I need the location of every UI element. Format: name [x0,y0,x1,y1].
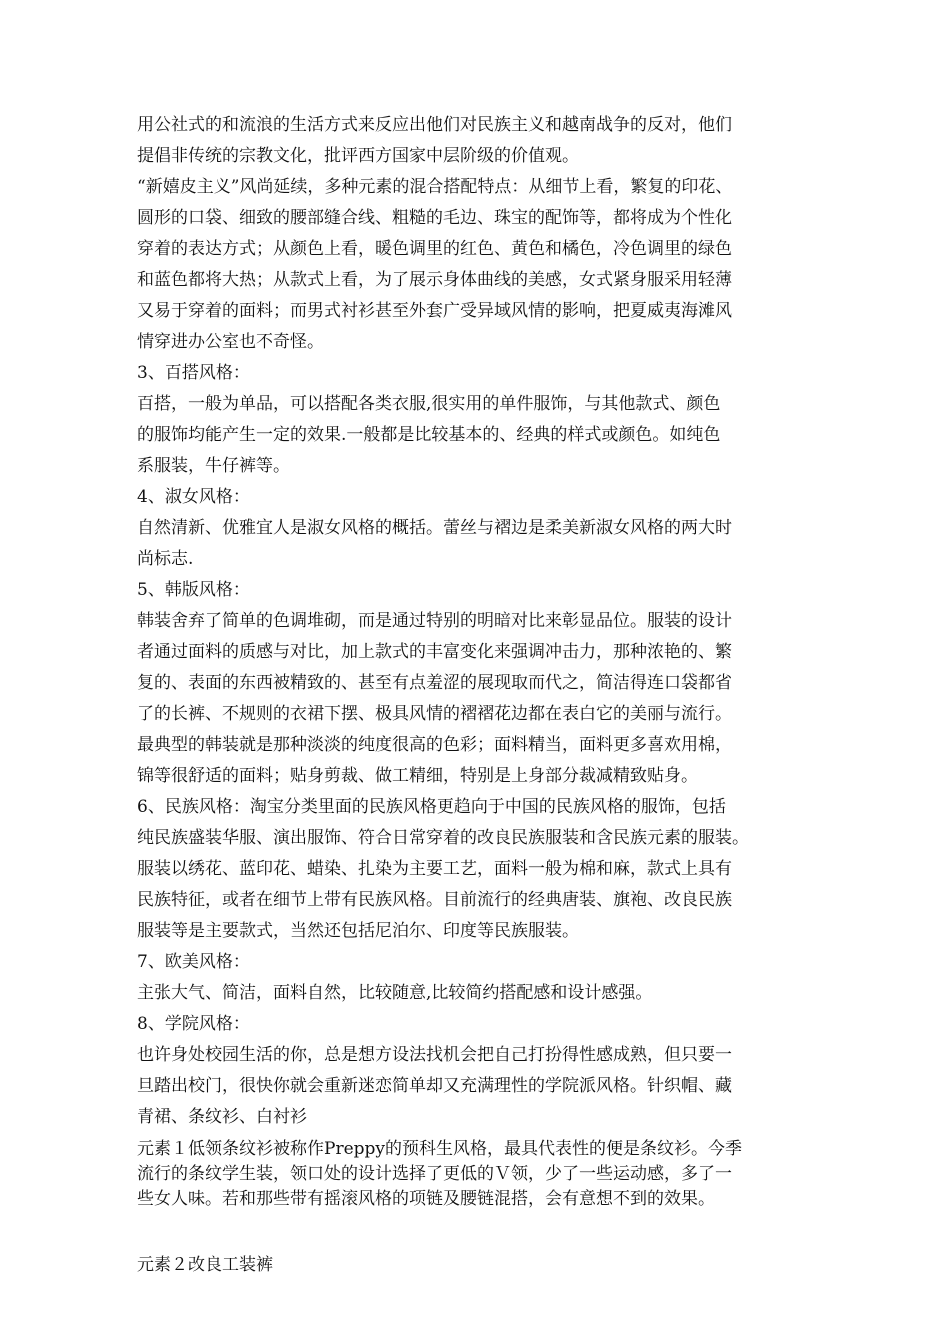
heading-western-style: 7、欧美风格： [137,952,250,972]
paragraph-korean-style: 韩装舍弃了简单的色调堆砌，而是通过特别的明暗对比来彰显品位。服装的设计 者通过面料的质感与对比，加上款式的丰富变化来强调冲击力，那种浓艳的、繁 复的、表面的东西被精致的、甚至有点羞涩的展现取而代之，简洁得连口袋都省 了的长裤、不规则的衣裙下摆、极具风情的褶褶花边都在表白它的美丽与流行。 最典型的韩装就是那种淡淡的纯度很高的色彩；面料精当，面料更多喜欢用棉， 锦等很舒适的面料；贴身剪裁、做工精细，特别是上身部分裁减精致贴身。 [137,611,732,786]
paragraph-ethnic-style: 6、民族风格：淘宝分类里面的民族风格更趋向于中国的民族风格的服饰，包括 纯民族盛装华服、演出服饰、符合日常穿着的改良民族服装和含民族元素的服装。 服装以绣花、蓝印花、蜡染、扎染为主要工艺，面料一般为棉和麻，款式上具有 民族特征，或者在细节上带有民族风格。目前流行的经典唐装、旗袍、改良民族 服装等是主要款式，当然还包括尼泊尔、印度等民族服装。 [137,797,749,941]
document-body [137,110,837,1281]
paragraph-versatile-style: 百搭，一般为单品，可以搭配各类衣服,很实用的单件服饰，与其他款式、颜色 的服饰均能产生一定的效果.一般都是比较基本的、经典的样式或颜色。如纯色 系服装，牛仔裤等。 [137,394,721,476]
paragraph-new-hippie: “新嬉皮主义”风尚延续，多种元素的混合搭配特点：从细节上看，繁复的印花、 圆形的口袋、细致的腰部缝合线、粗糙的毛边、珠宝的配饰等，都将成为个性化 穿着的表达方式；从颜色上看，暖色调里的红色、黄色和橘色，冷色调里的绿色 和蓝色都将大热；从款式上看，为了展示身体曲线的美感，女式紧身服采用轻薄 又易于穿着的面料；而男式衬衫甚至外套广受异域风情的影响，把夏威夷海滩风 情穿进办公室也不奇怪。 [137,177,733,352]
paragraph-lady-style: 自然清新、优雅宜人是淑女风格的概括。蕾丝与褶边是柔美新淑女风格的两大时 尚标志. [137,518,732,569]
paragraph-element-2: 元素２改良工装裤 [137,1255,273,1275]
paragraph-intro: 用公社式的和流浪的生活方式来反应出他们对民族主义和越南战争的反对，他们 提倡非传统的宗教文化，批评西方国家中层阶级的价值观。 [137,115,732,166]
paragraph-western-style: 主张大气、简洁，面料自然，比较随意,比较简约搭配感和设计感强。 [137,983,653,1003]
heading-lady-style: 4、淑女风格： [137,487,250,507]
paragraph-element-1: 元素１低领条纹衫被称作Preppy的预科生风格，最具代表性的便是条纹衫。今季 流行的条纹学生装，领口处的设计选择了更低的Ｖ领，少了一些运动感，多了一 些女人味。若和那些带有摇滚风格的项链及腰链混搭，会有意想不到的效果。 [137,1139,742,1209]
paragraph-gap [137,1212,837,1250]
heading-versatile-style: 3、百搭风格： [137,363,250,383]
heading-preppy-style: 8、学院风格： [137,1014,250,1034]
heading-korean-style: 5、韩版风格： [137,580,250,600]
paragraph-preppy-style: 也许身处校园生活的你，总是想方设法找机会把自己打扮得性感成熟，但只要一 旦踏出校门，很快你就会重新迷恋简单却又充满理性的学院派风格。针织帽、藏 青裙、条纹衫、白衬衫 [137,1045,732,1127]
